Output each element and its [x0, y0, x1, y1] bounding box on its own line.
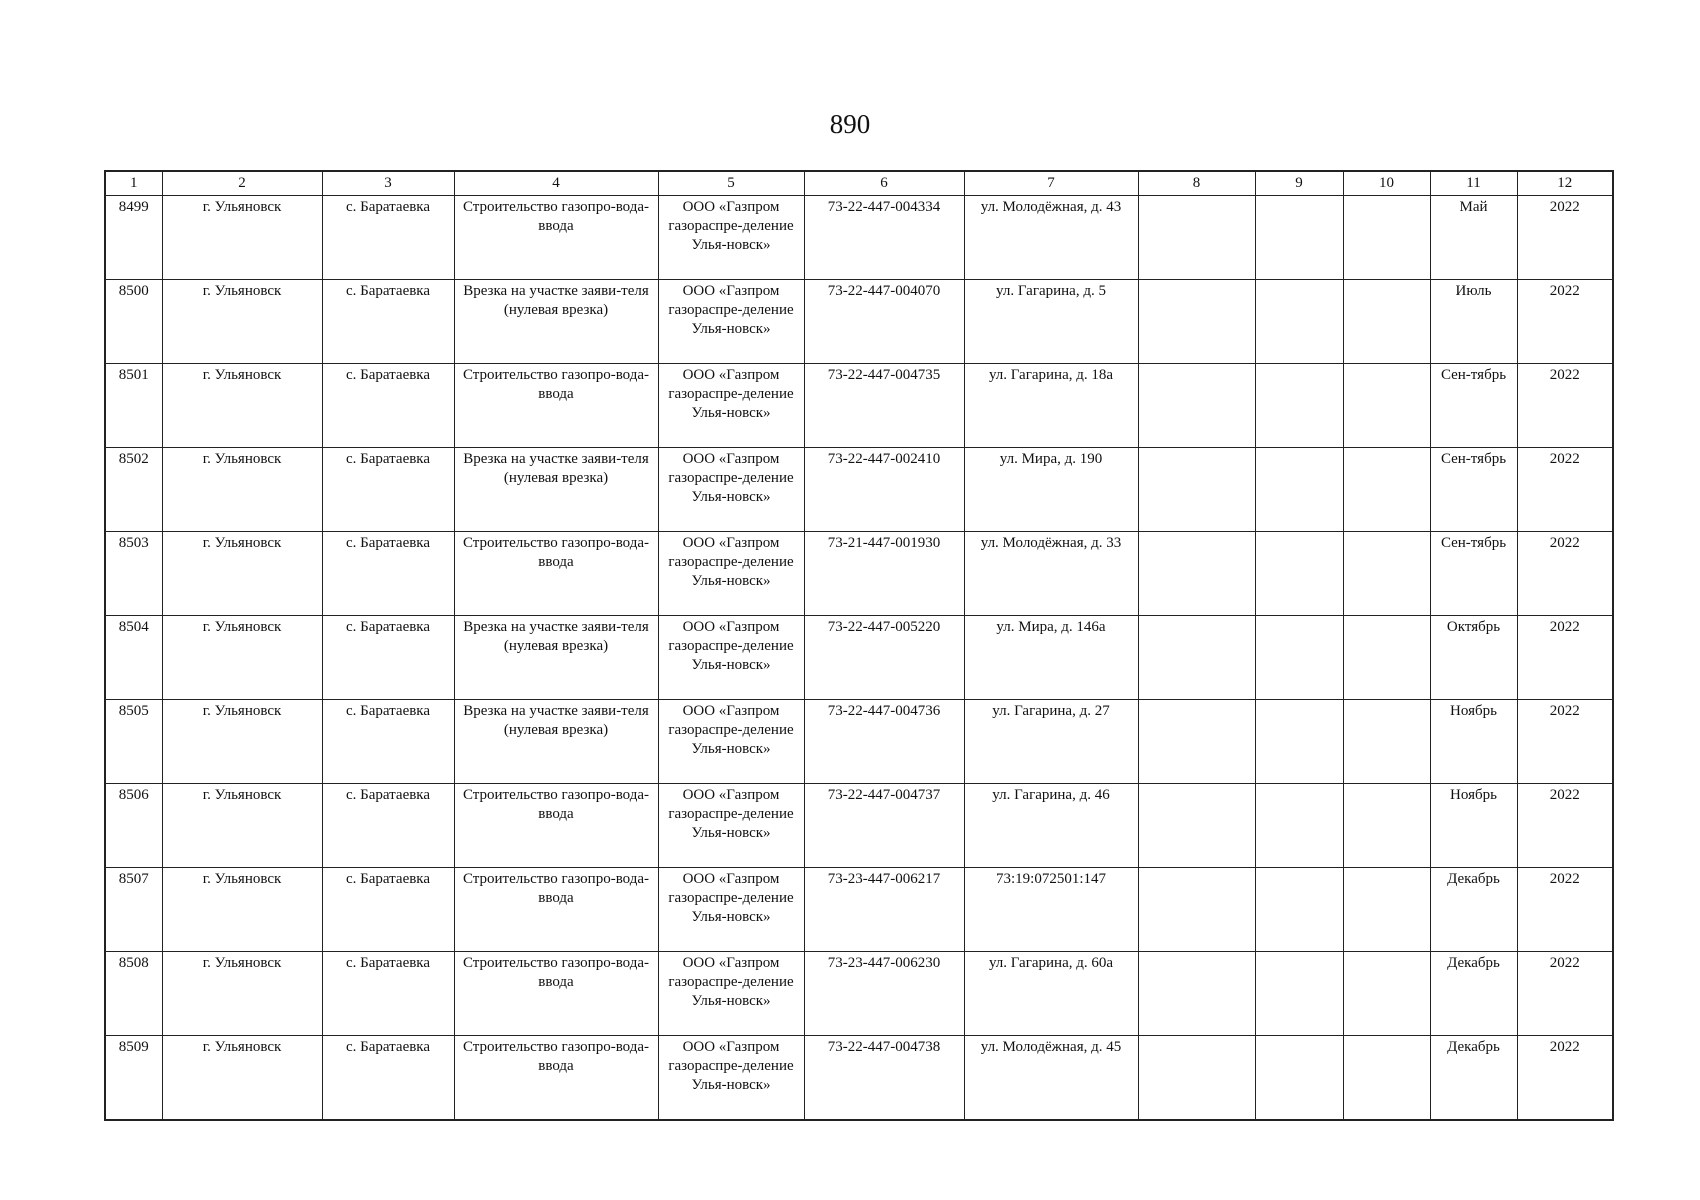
row-number-cell: 8507 — [105, 868, 162, 952]
column-10-cell — [1343, 868, 1430, 952]
village-cell: с. Баратаевка — [322, 280, 454, 364]
year-cell: 2022 — [1517, 700, 1613, 784]
work-type-cell: Врезка на участке заяви-теля (нулевая врезка) — [454, 700, 658, 784]
application-code-cell: 73-22-447-004735 — [804, 364, 964, 448]
city-cell: г. Ульяновск — [162, 700, 322, 784]
work-type-cell: Строительство газопро-вода-ввода — [454, 952, 658, 1036]
column-8-cell — [1138, 280, 1255, 364]
year-cell: 2022 — [1517, 1036, 1613, 1121]
column-9-cell — [1255, 196, 1343, 280]
village-cell: с. Баратаевка — [322, 868, 454, 952]
column-header: 11 — [1430, 171, 1517, 196]
row-number-cell: 8503 — [105, 532, 162, 616]
organization-cell: ООО «Газпром газораспре-деление Улья-новск» — [658, 364, 804, 448]
organization-cell: ООО «Газпром газораспре-деление Улья-новск» — [658, 700, 804, 784]
column-header: 5 — [658, 171, 804, 196]
column-8-cell — [1138, 532, 1255, 616]
month-cell: Июль — [1430, 280, 1517, 364]
table-row — [105, 700, 1613, 784]
row-number-cell: 8500 — [105, 280, 162, 364]
column-10-cell — [1343, 616, 1430, 700]
table-row — [105, 1036, 1613, 1121]
column-9-cell — [1255, 868, 1343, 952]
column-10-cell — [1343, 700, 1430, 784]
row-number-cell: 8504 — [105, 616, 162, 700]
column-9-cell — [1255, 448, 1343, 532]
column-8-cell — [1138, 784, 1255, 868]
application-code-cell: 73-22-447-004070 — [804, 280, 964, 364]
village-cell: с. Баратаевка — [322, 448, 454, 532]
column-header: 6 — [804, 171, 964, 196]
year-cell: 2022 — [1517, 280, 1613, 364]
address-cell: ул. Молодёжная, д. 45 — [964, 1036, 1138, 1121]
month-cell: Ноябрь — [1430, 700, 1517, 784]
address-cell: ул. Молодёжная, д. 43 — [964, 196, 1138, 280]
month-cell: Октябрь — [1430, 616, 1517, 700]
column-9-cell — [1255, 280, 1343, 364]
work-type-cell: Врезка на участке заяви-теля (нулевая врезка) — [454, 448, 658, 532]
month-cell: Май — [1430, 196, 1517, 280]
table-row — [105, 532, 1613, 616]
row-number-cell: 8506 — [105, 784, 162, 868]
city-cell: г. Ульяновск — [162, 1036, 322, 1121]
village-cell: с. Баратаевка — [322, 952, 454, 1036]
address-cell: ул. Гагарина, д. 27 — [964, 700, 1138, 784]
work-type-cell: Строительство газопро-вода-ввода — [454, 196, 658, 280]
city-cell: г. Ульяновск — [162, 364, 322, 448]
column-9-cell — [1255, 700, 1343, 784]
organization-cell: ООО «Газпром газораспре-деление Улья-новск» — [658, 532, 804, 616]
year-cell: 2022 — [1517, 196, 1613, 280]
organization-cell: ООО «Газпром газораспре-деление Улья-новск» — [658, 280, 804, 364]
column-10-cell — [1343, 364, 1430, 448]
organization-cell: ООО «Газпром газораспре-деление Улья-новск» — [658, 616, 804, 700]
city-cell: г. Ульяновск — [162, 952, 322, 1036]
table-row — [105, 868, 1613, 952]
organization-cell: ООО «Газпром газораспре-деление Улья-новск» — [658, 1036, 804, 1121]
address-cell: ул. Гагарина, д. 18а — [964, 364, 1138, 448]
column-9-cell — [1255, 616, 1343, 700]
row-number-cell: 8501 — [105, 364, 162, 448]
organization-cell: ООО «Газпром газораспре-деление Улья-новск» — [658, 868, 804, 952]
column-header: 12 — [1517, 171, 1613, 196]
column-10-cell — [1343, 280, 1430, 364]
village-cell: с. Баратаевка — [322, 1036, 454, 1121]
year-cell: 2022 — [1517, 616, 1613, 700]
city-cell: г. Ульяновск — [162, 784, 322, 868]
month-cell: Декабрь — [1430, 1036, 1517, 1121]
column-8-cell — [1138, 448, 1255, 532]
column-header: 3 — [322, 171, 454, 196]
city-cell: г. Ульяновск — [162, 532, 322, 616]
application-code-cell: 73-23-447-006230 — [804, 952, 964, 1036]
village-cell: с. Баратаевка — [322, 784, 454, 868]
column-8-cell — [1138, 1036, 1255, 1121]
work-type-cell: Строительство газопро-вода-ввода — [454, 532, 658, 616]
column-header: 2 — [162, 171, 322, 196]
column-10-cell — [1343, 952, 1430, 1036]
column-10-cell — [1343, 532, 1430, 616]
column-8-cell — [1138, 952, 1255, 1036]
work-type-cell: Врезка на участке заяви-теля (нулевая врезка) — [454, 616, 658, 700]
column-header: 1 — [105, 171, 162, 196]
row-number-cell: 8499 — [105, 196, 162, 280]
address-cell: ул. Мира, д. 190 — [964, 448, 1138, 532]
column-10-cell — [1343, 448, 1430, 532]
month-cell: Декабрь — [1430, 868, 1517, 952]
row-number-cell: 8508 — [105, 952, 162, 1036]
row-number-cell: 8502 — [105, 448, 162, 532]
year-cell: 2022 — [1517, 364, 1613, 448]
organization-cell: ООО «Газпром газораспре-деление Улья-новск» — [658, 784, 804, 868]
column-8-cell — [1138, 364, 1255, 448]
city-cell: г. Ульяновск — [162, 280, 322, 364]
organization-cell: ООО «Газпром газораспре-деление Улья-новск» — [658, 952, 804, 1036]
column-9-cell — [1255, 364, 1343, 448]
application-code-cell: 73-22-447-004738 — [804, 1036, 964, 1121]
register-table — [104, 170, 1614, 1121]
application-code-cell: 73-22-447-005220 — [804, 616, 964, 700]
organization-cell: ООО «Газпром газораспре-деление Улья-новск» — [658, 448, 804, 532]
table-row — [105, 280, 1613, 364]
table-row — [105, 448, 1613, 532]
village-cell: с. Баратаевка — [322, 616, 454, 700]
column-10-cell — [1343, 196, 1430, 280]
organization-cell: ООО «Газпром газораспре-деление Улья-новск» — [658, 196, 804, 280]
work-type-cell: Строительство газопро-вода-ввода — [454, 364, 658, 448]
year-cell: 2022 — [1517, 448, 1613, 532]
application-code-cell: 73-22-447-002410 — [804, 448, 964, 532]
village-cell: с. Баратаевка — [322, 532, 454, 616]
month-cell: Декабрь — [1430, 952, 1517, 1036]
month-cell: Ноябрь — [1430, 784, 1517, 868]
column-header: 10 — [1343, 171, 1430, 196]
year-cell: 2022 — [1517, 784, 1613, 868]
column-9-cell — [1255, 784, 1343, 868]
application-code-cell: 73-22-447-004737 — [804, 784, 964, 868]
village-cell: с. Баратаевка — [322, 196, 454, 280]
table-row — [105, 952, 1613, 1036]
column-10-cell — [1343, 784, 1430, 868]
year-cell: 2022 — [1517, 952, 1613, 1036]
work-type-cell: Строительство газопро-вода-ввода — [454, 868, 658, 952]
month-cell: Сен-тябрь — [1430, 532, 1517, 616]
row-number-cell: 8505 — [105, 700, 162, 784]
column-9-cell — [1255, 1036, 1343, 1121]
column-10-cell — [1343, 1036, 1430, 1121]
city-cell: г. Ульяновск — [162, 616, 322, 700]
year-cell: 2022 — [1517, 868, 1613, 952]
column-8-cell — [1138, 868, 1255, 952]
column-header: 8 — [1138, 171, 1255, 196]
table-row — [105, 784, 1613, 868]
address-cell: ул. Гагарина, д. 60а — [964, 952, 1138, 1036]
address-cell: 73:19:072501:147 — [964, 868, 1138, 952]
city-cell: г. Ульяновск — [162, 448, 322, 532]
column-9-cell — [1255, 952, 1343, 1036]
column-9-cell — [1255, 532, 1343, 616]
city-cell: г. Ульяновск — [162, 868, 322, 952]
work-type-cell: Врезка на участке заяви-теля (нулевая врезка) — [454, 280, 658, 364]
year-cell: 2022 — [1517, 532, 1613, 616]
table-row — [105, 616, 1613, 700]
column-header: 7 — [964, 171, 1138, 196]
village-cell: с. Баратаевка — [322, 700, 454, 784]
application-code-cell: 73-21-447-001930 — [804, 532, 964, 616]
header-row — [105, 171, 1613, 196]
address-cell: ул. Гагарина, д. 46 — [964, 784, 1138, 868]
row-number-cell: 8509 — [105, 1036, 162, 1121]
register-body — [105, 196, 1613, 1121]
address-cell: ул. Гагарина, д. 5 — [964, 280, 1138, 364]
column-8-cell — [1138, 616, 1255, 700]
column-8-cell — [1138, 196, 1255, 280]
city-cell: г. Ульяновск — [162, 196, 322, 280]
village-cell: с. Баратаевка — [322, 364, 454, 448]
month-cell: Сен-тябрь — [1430, 364, 1517, 448]
address-cell: ул. Молодёжная, д. 33 — [964, 532, 1138, 616]
table-row — [105, 196, 1613, 280]
table-row — [105, 364, 1613, 448]
column-header: 9 — [1255, 171, 1343, 196]
application-code-cell: 73-22-447-004736 — [804, 700, 964, 784]
column-8-cell — [1138, 700, 1255, 784]
application-code-cell: 73-22-447-004334 — [804, 196, 964, 280]
address-cell: ул. Мира, д. 146а — [964, 616, 1138, 700]
work-type-cell: Строительство газопро-вода-ввода — [454, 1036, 658, 1121]
page-number: 890 — [829, 109, 871, 139]
application-code-cell: 73-23-447-006217 — [804, 868, 964, 952]
work-type-cell: Строительство газопро-вода-ввода — [454, 784, 658, 868]
month-cell: Сен-тябрь — [1430, 448, 1517, 532]
column-header: 4 — [454, 171, 658, 196]
